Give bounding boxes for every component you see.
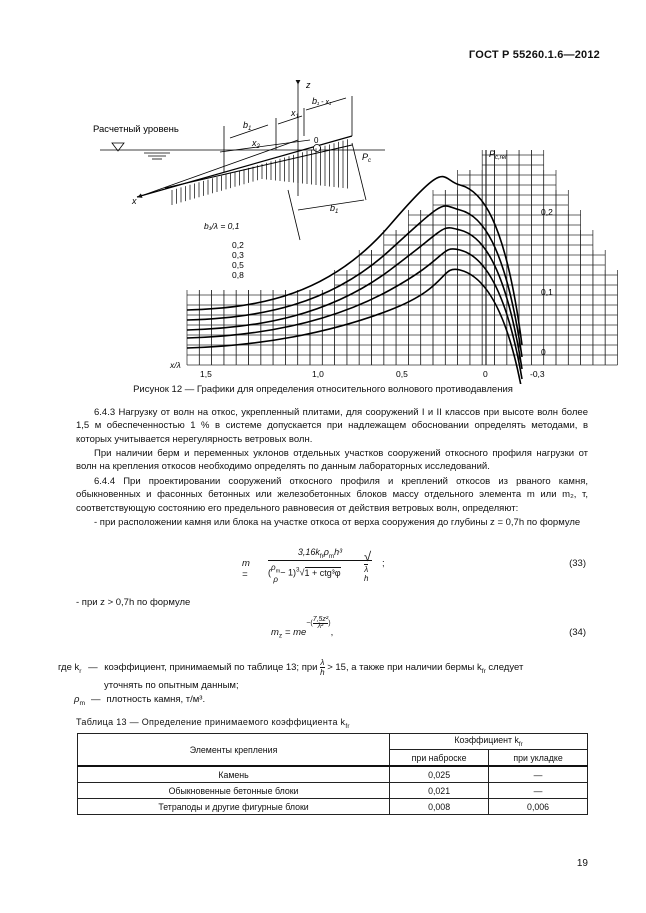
formula-34: $m_z = me^{-(\frac{\text{7,5z²}}{\text{λ²}})}$, [271, 616, 334, 640]
svg-text:x1: $x_1$ [291, 108, 299, 120]
formula-34-number: (34) [569, 627, 586, 638]
curve-param-label: 0,3 [232, 250, 244, 260]
table-row: Тетраподы и другие фигурные блоки 0,008 0,006 [78, 799, 588, 815]
formula-33-number: (33) [569, 558, 586, 569]
pressure-curves [187, 177, 522, 384]
figure-12 [0, 0, 646, 384]
slope-schematic [100, 84, 385, 240]
page-number: 19 [576, 858, 588, 869]
table-13-caption: Таблица 13 — Определение принимаемого коэффициента $k_{fr}$ [76, 717, 350, 730]
curve-param-label: 0,2 [232, 240, 244, 250]
svg-text:x: x [132, 196, 137, 206]
design-level-label: Расчетный уровень [93, 124, 179, 135]
svg-text:Pc,rel: $P_{c,rel}$ [489, 149, 507, 161]
paragraph-6-4-4: 6.4.4 При проектировании сооружений откосного профиля и креплений откосов из рваного камня, обыкновенных и фасонных бетонных или железобетонных блоков массу отдельного элемента m или m₂, т, соответствующую состоянию его предельного равновесия от действия ветровых волн, определяют: [76, 476, 588, 514]
b1-lambda-label: b₁/λ = 0,1 [204, 221, 240, 231]
figure-caption: Рисунок 12 — Графики для определения относительного волнового противодавления [133, 384, 513, 395]
x-tick-label: 0,5 [396, 369, 408, 379]
svg-text:z: z [306, 80, 311, 90]
paragraph-berms: При наличии берм и переменных уклонов отдельных участков сооружений откосного профиля нагрузки от волн на крепления откосов необходимо определять по данным лабораторных исследований. [76, 448, 588, 473]
curve-param-label: 0,5 [232, 260, 244, 270]
col-coefficient: Коэффициент $k_{fr}$ [390, 734, 588, 750]
document-code: ГОСТ Р 55260.1.6—2012 [468, 49, 600, 61]
svg-text:x/λ: x/λ [170, 360, 181, 370]
case-2-text: - при z > 0,7h по формуле [76, 597, 191, 608]
svg-text:Pc: $P_c$ [362, 152, 372, 164]
table-13 [77, 733, 588, 815]
y-tick-label: 0,2 [541, 207, 553, 217]
svg-text:b1: $b_1$ [243, 120, 252, 132]
svg-text:x2: $x_2$ [252, 138, 260, 150]
col-dump: при наброске [390, 750, 489, 767]
x-tick-label: 0 [483, 369, 488, 379]
case-1-text: - при расположении камня или блока на участке откоса от верха сооружения до глубины z = 0,7h по формуле [94, 517, 581, 528]
svg-text:0: 0 [314, 136, 319, 145]
table-row: Камень 0,025 — [78, 766, 588, 783]
table-row: Обыкновенные бетонные блоки 0,021 — [78, 783, 588, 799]
x-tick-label: -0,3 [530, 369, 545, 379]
x-tick-label: 1,0 [312, 369, 324, 379]
svg-text:b₁ - x₁: b₁ - x₁ [312, 96, 332, 106]
where-block: где $k_r$ — коэффициент, принимаемый по таблице 13; при $\frac{\lambda}{h} > 15$, а также при наличии бермы $k_{fr}$ следует [58, 658, 524, 677]
paragraph-6-4-3: 6.4.3 Нагрузку от волн на откос, укрепленный плитами, для сооружений I и II классов при высоте волн более 1,5 м обеспеченностью 1 % в системе допускается при надлежащем обосновании определять методами, в которых учитывается нерегулярность ветровых волн. [76, 407, 588, 445]
y-tick-label: 0,1 [541, 287, 553, 297]
col-lay: при укладке [489, 750, 588, 767]
y-tick-label: 0 [541, 347, 546, 357]
x-tick-label: 1,5 [200, 369, 212, 379]
curve-param-label: 0,8 [232, 270, 244, 280]
col-elements: Элементы крепления [78, 734, 390, 767]
svg-text:b1: $b_1$ [330, 203, 339, 215]
